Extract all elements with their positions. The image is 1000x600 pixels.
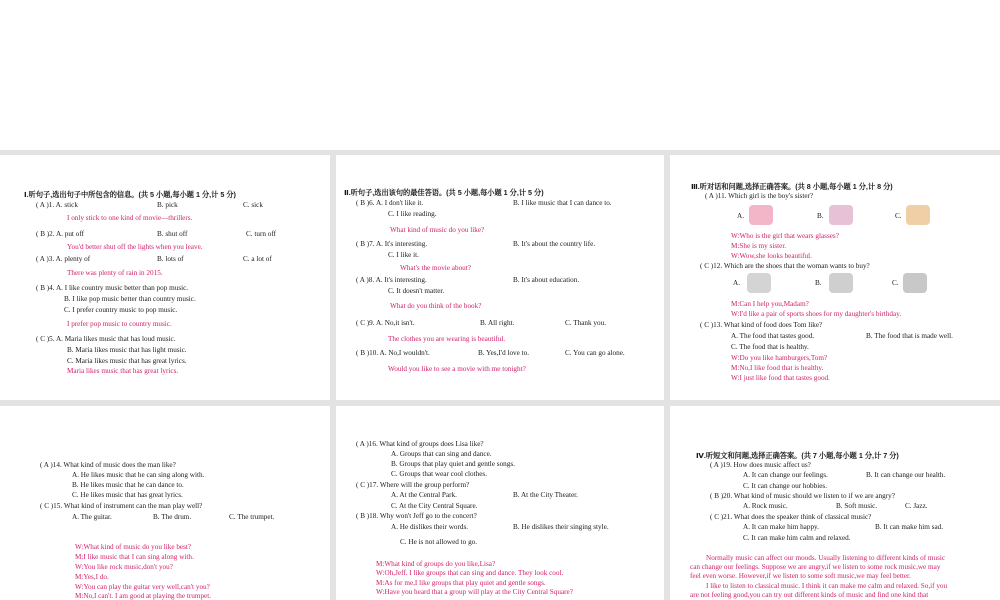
option-a: A. At the Central Park. (391, 491, 457, 499)
transcript: M:She is my sister. (731, 242, 787, 250)
transcript: W:You can play the guitar very well,can't you? (75, 583, 210, 591)
transcript: are not feeling good,you can try out different kinds of music and find one kind that (690, 591, 929, 599)
question-4: ( B )4. A. I like country music better than pop music. (36, 284, 189, 292)
option-b: B. It can make him sad. (875, 523, 944, 531)
transcript: M:No,I like food that is healthy. (731, 364, 824, 372)
option-b: B. He dislikes their singing style. (513, 523, 609, 531)
option-b: B. shut off (157, 230, 188, 238)
section-2-heading: Ⅱ.听句子,选出该句的最佳答语。(共 5 小题,每小题 1 分,计 5 分) (344, 188, 544, 197)
section-1-heading: Ⅰ.听句子,选出句子中所包含的信息。(共 5 小题,每小题 1 分,计 5 分) (24, 190, 236, 199)
option-a: A. The guitar. (72, 513, 112, 521)
option-c: C. The trumpet. (229, 513, 275, 521)
transcript: Normally music can affect our moods. Usually listening to different kinds of music (706, 554, 946, 562)
transcript: can change our feelings. Suppose we are angry,if we listen to some rock music,we may (690, 563, 941, 571)
transcript: Maria likes music that has great lyrics. (67, 367, 179, 375)
option-c-label: C. (895, 212, 902, 220)
option-b: B. It can change our health. (866, 471, 946, 479)
option-c: C. I prefer country music to pop music. (64, 306, 178, 314)
transcript: M:Yes,I do. (75, 573, 109, 581)
blank-top-area (0, 0, 1000, 150)
question-11: ( A )11. Which girl is the boy's sister? (705, 192, 814, 200)
section-1-panel (0, 155, 330, 400)
transcript: W:I'd like a pair of sports shoes for my daughter's birthday. (731, 310, 902, 318)
section-5-panel (336, 406, 664, 600)
option-c: C. I like reading. (388, 210, 437, 218)
option-c: C. Thank you. (565, 319, 606, 327)
option-c: C. You can go alone. (565, 349, 625, 357)
option-c-label: C. (892, 279, 899, 287)
transcript: W:Wow,she looks beautiful. (731, 252, 812, 260)
question-2: ( B )2. A. put off (36, 230, 84, 238)
option-a: A. The food that tastes good. (731, 332, 815, 340)
option-a: A. He dislikes their words. (391, 523, 469, 531)
transcript: M:I like music that I can sing along with. (75, 553, 194, 561)
section-6-panel (670, 406, 1000, 600)
transcript: feel even worse. However,if we listen to some soft music,we may feel better. (690, 572, 911, 580)
transcript: M:As for me,I like groups that play quiet and gentle songs. (376, 579, 546, 587)
question-7: ( B )7. A. It's interesting. (356, 240, 428, 248)
option-b: B. lots of (157, 255, 184, 263)
option-b: B. It's about the country life. (513, 240, 596, 248)
girl-c-image (906, 205, 930, 225)
option-a: A. It can make him happy. (743, 523, 819, 531)
question-8: ( A )8. A. It's interesting. (356, 276, 427, 284)
option-c: C. At the City Central Square. (391, 502, 478, 510)
section-3-panel (670, 155, 1000, 400)
girl-b-image (829, 205, 853, 225)
question-6: ( B )6. A. I don't like it. (356, 199, 424, 207)
girl-a-image (749, 205, 773, 225)
option-a: A. It can change our feelings. (743, 471, 828, 479)
section-4-panel (0, 406, 330, 600)
transcript: What's the movie about? (400, 264, 471, 272)
option-c: C. I like it. (388, 251, 419, 259)
option-b: B. He likes music that he can dance to. (72, 481, 184, 489)
transcript: W:Oh,Jeff. I like groups that can sing and dance. They look cool. (376, 569, 564, 577)
option-c: C. He is not allowed to go. (400, 538, 478, 546)
option-c: C. It doesn't matter. (388, 287, 445, 295)
transcript: M:Can I help you,Madam? (731, 300, 809, 308)
option-c: C. He likes music that has great lyrics. (72, 491, 183, 499)
question-12: ( C )12. Which are the shoes that the woman wants to buy? (700, 262, 870, 270)
transcript: Would you like to see a movie with me tonight? (388, 365, 526, 373)
option-b: B. I like pop music better than country music. (64, 295, 196, 303)
question-14: ( A )14. What kind of music does the man like? (40, 461, 176, 469)
question-16: ( A )16. What kind of groups does Lisa like? (356, 440, 484, 448)
section-3-heading: Ⅲ.听对话和问题,选择正确答案。(共 8 小题,每小题 1 分,计 8 分) (691, 182, 893, 191)
question-10: ( B )10. A. No,I wouldn't. (356, 349, 430, 357)
option-a: A. Groups that can sing and dance. (391, 450, 492, 458)
transcript: I like to listen to classical music. I think it can make me calm and relaxed. So,if you (706, 582, 948, 590)
option-c: C. a lot of (243, 255, 272, 263)
option-b: B. Soft music. (836, 502, 878, 510)
transcript: I only stick to one kind of movie—thrillers. (67, 214, 193, 222)
transcript: What kind of music do you like? (390, 226, 485, 234)
option-c: C. The food that is healthy. (731, 343, 809, 351)
question-20: ( B )20. What kind of music should we listen to if we are angry? (710, 492, 895, 500)
transcript: M:What kind of groups do you like,Lisa? (376, 560, 496, 568)
option-b: B. Yes,I'd love to. (478, 349, 530, 357)
question-3: ( A )3. A. plenty of (36, 255, 91, 263)
question-21: ( C )21. What does the speaker think of classical music? (710, 513, 872, 521)
question-9: ( C )9. A. No,it isn't. (356, 319, 415, 327)
question-13: ( C )13. What kind of food does Tom like? (700, 321, 823, 329)
option-b: B. Groups that play quiet and gentle songs. (391, 460, 515, 468)
option-a: A. He likes music that he can sing along with. (72, 471, 205, 479)
option-b: B. The food that is made well. (866, 332, 953, 340)
transcript: W:You like rock music,don't you? (75, 563, 173, 571)
option-b-label: B. (817, 212, 824, 220)
option-c: C. turn off (246, 230, 277, 238)
question-19: ( A )19. How does music affect us? (710, 461, 811, 469)
option-b: B. Maria likes music that has light music. (67, 346, 187, 354)
option-c: C. It can change our hobbies. (743, 482, 828, 490)
transcript: There was plenty of rain in 2015. (67, 269, 163, 277)
transcript: W:What kind of music do you like best? (75, 543, 192, 551)
question-17: ( C )17. Where will the group perform? (356, 481, 470, 489)
transcript: W:I just like food that tastes good. (731, 374, 830, 382)
option-c: C. Jazz. (905, 502, 928, 510)
transcript: W:Do you like hamburgers,Tom? (731, 354, 828, 362)
shoes-b-image (829, 273, 853, 293)
option-b-label: B. (815, 279, 822, 287)
option-a-label: A. (737, 212, 744, 220)
option-c: C. sick (243, 201, 263, 209)
shoes-a-image (747, 273, 771, 293)
option-a: A. Rock music. (743, 502, 788, 510)
question-1: ( A )1. A. stick (36, 201, 78, 209)
question-18: ( B )18. Why won't Jeff go to the concert? (356, 512, 477, 520)
transcript: W:Who is the girl that wears glasses? (731, 232, 839, 240)
option-b: B. All right. (480, 319, 515, 327)
option-c: C. It can make him calm and relaxed. (743, 534, 851, 542)
transcript: You'd better shut off the lights when you leave. (67, 243, 203, 251)
transcript: M:No,I can't. I am good at playing the trumpet. (75, 592, 212, 600)
transcript: What do you think of the book? (390, 302, 482, 310)
question-5: ( C )5. A. Maria likes music that has loud music. (36, 335, 176, 343)
section-2-panel (336, 155, 664, 400)
option-b: B. At the City Theater. (513, 491, 578, 499)
transcript: W:Have you heard that a group will play at the City Central Square? (376, 588, 573, 596)
question-15: ( C )15. What kind of instrument can the man play well? (40, 502, 203, 510)
shoes-c-image (903, 273, 927, 293)
option-b: B. I like music that I can dance to. (513, 199, 612, 207)
transcript: The clothes you are wearing is beautiful. (388, 335, 506, 343)
section-4-heading: Ⅳ.听短文和问题,选择正确答案。(共 7 小题,每小题 1 分,计 7 分) (696, 451, 899, 460)
option-b: B. The drum. (153, 513, 192, 521)
option-c: C. Groups that wear cool clothes. (391, 470, 488, 478)
option-a-label: A. (733, 279, 740, 287)
option-b: B. It's about education. (513, 276, 580, 284)
option-c: C. Maria likes music that has great lyrics. (67, 357, 187, 365)
option-b: B. pick (157, 201, 178, 209)
transcript: I prefer pop music to country music. (67, 320, 172, 328)
